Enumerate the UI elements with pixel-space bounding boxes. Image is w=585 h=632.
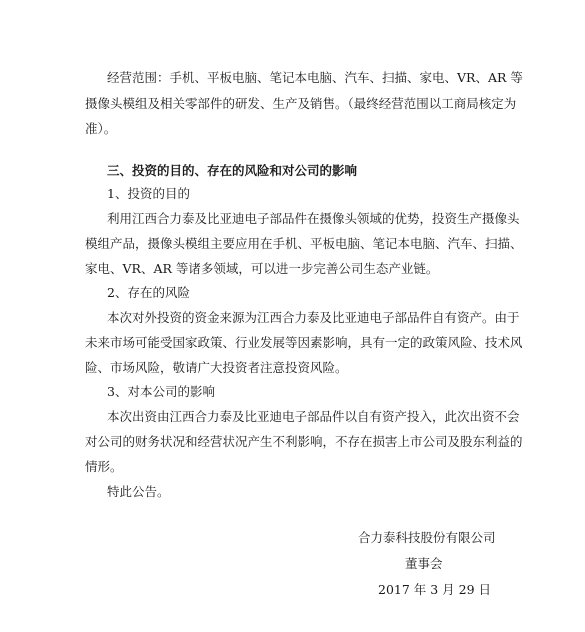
impact-line-1: 本次出资由江西合力泰及比亚迪电子部品件以自有资产投入，此次出资不会 <box>107 409 520 424</box>
signature-date: 2017 年 3 月 29 日 <box>378 582 492 597</box>
risk-heading: 2、存在的风险 <box>107 285 190 300</box>
purpose-line-3: 家电、VR、AR 等诸多领域，可以进一步完善公司生态产业链。 <box>85 261 439 276</box>
section-heading: 三、投资的目的、存在的风险和对公司的影响 <box>107 163 358 178</box>
impact-heading: 3、对本公司的影响 <box>107 384 215 399</box>
impact-line-3: 情形。 <box>85 459 123 474</box>
purpose-heading: 1、投资的目的 <box>107 186 190 201</box>
signature-board: 董事会 <box>405 556 443 571</box>
closing-text: 特此公告。 <box>107 484 170 499</box>
signature-company: 合力泰科技股份有限公司 <box>358 530 496 545</box>
scope-line-2: 摄像头模组及相关零部件的研发、生产及销售。（最终经营范围以工商局核定为 <box>85 96 517 111</box>
impact-line-2: 对公司的财务状况和经营状况产生不利影响，不存在损害上市公司及股东利益的 <box>85 434 523 449</box>
purpose-line-2: 模组产品，摄像头模组主要应用在手机、平板电脑、笔记本电脑、汽车、扫描、 <box>85 236 523 251</box>
risk-line-3: 险、市场风险，敬请广大投资者注意投资风险。 <box>85 360 348 375</box>
scope-line-3: 准）。 <box>85 121 117 136</box>
risk-line-1: 本次对外投资的资金来源为江西合力泰及比亚迪电子部品件自有资产。由于 <box>107 310 520 325</box>
risk-line-2: 未来市场可能受国家政策、行业发展等因素影响，具有一定的政策风险、技术风 <box>85 335 523 350</box>
purpose-line-1: 利用江西合力泰及比亚迪电子部品件在摄像头领域的优势，投资生产摄像头 <box>107 211 520 226</box>
scope-line-1: 经营范围：手机、平板电脑、笔记本电脑、汽车、扫描、家电、VR、AR 等 <box>107 70 523 85</box>
